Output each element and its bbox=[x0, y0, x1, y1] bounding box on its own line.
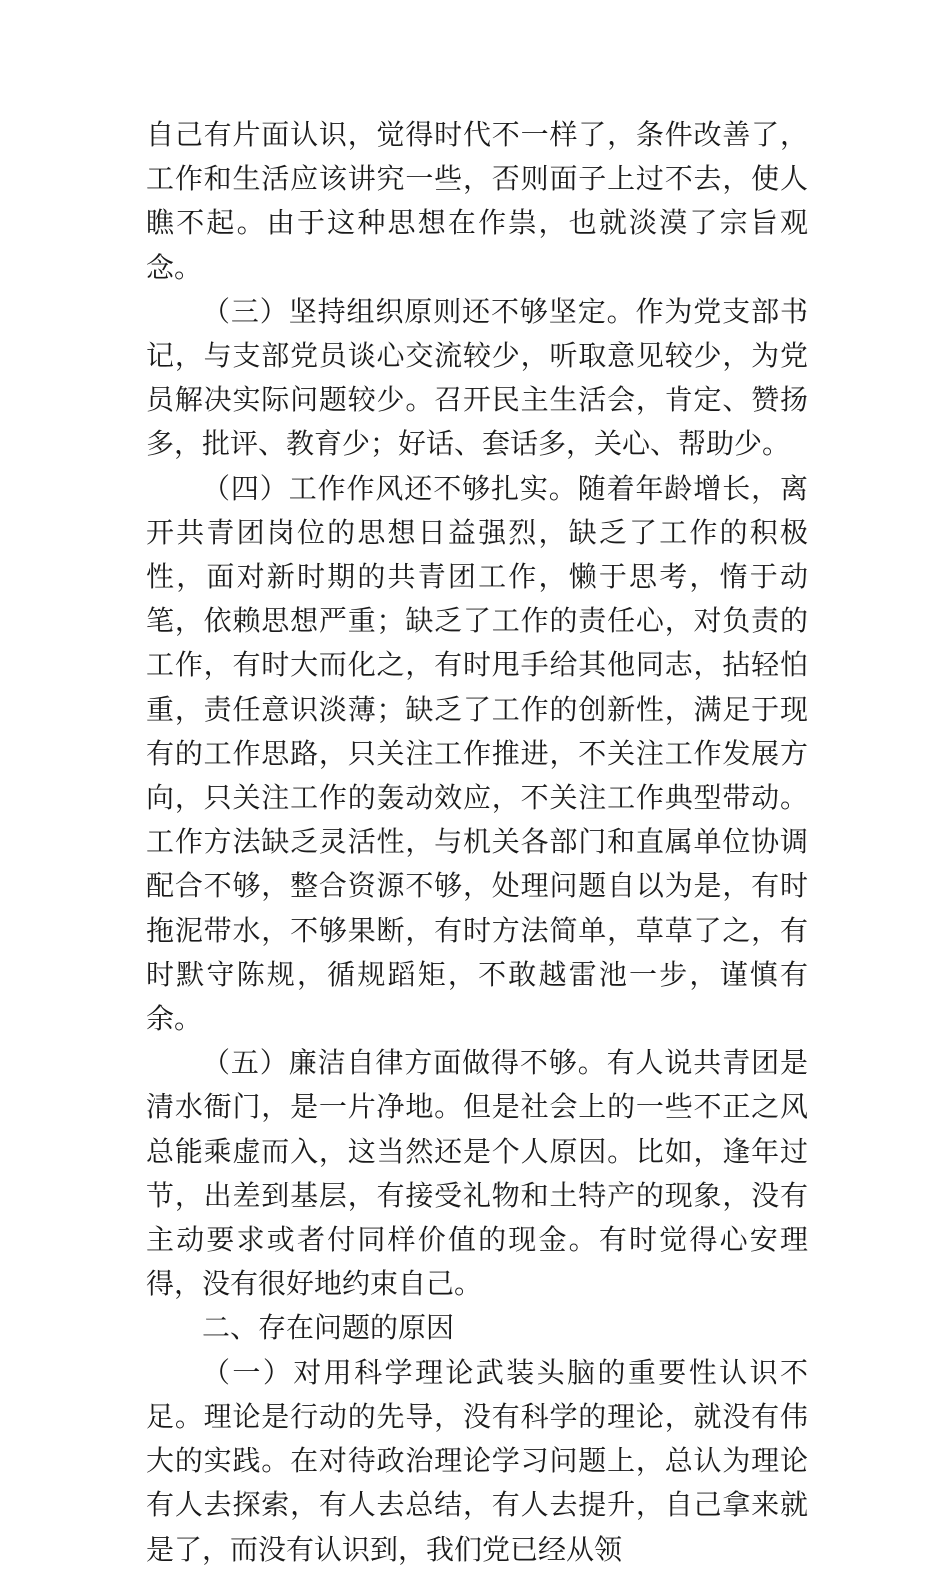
paragraph-work-style: （四）工作作风还不够扎实。随着年龄增长，离开共青团岗位的思想日益强烈，缺乏了工作的积极性，面对新时期的共青团工作，懒于思考，惰于动笔，依赖思想严重；缺乏了工作的责任心，对负责的工作，有时大而化之，有时甩手给其他同志，拈轻怕重，责任意识淡薄；缺乏了工作的创新性，满足于现有的工作思路，只关注工作推进，不关注工作发展方向，只关注工作的轰动效应，不关注工作典型带动。工作方法缺乏灵活性，与机关各部门和直属单位协调配合不够，整合资源不够，处理问题自以为是，有时拖泥带水，不够果断，有时方法简单，草草了之，有时默守陈规，循规蹈矩，不敢越雷池一步，谨慎有余。 bbox=[146, 471, 808, 1036]
paragraph-continuation: 自己有片面认识，觉得时代不一样了，条件改善了，工作和生活应该讲究一些，否则面子上过不去，使人瞧不起。由于这种思想在作祟，也就淡漠了宗旨观念。 bbox=[146, 118, 808, 284]
paragraph-theory-study: （一）对用科学理论武装头脑的重要性认识不足。理论是行动的先导，没有科学的理论，就没有伟大的实践。在对待政治理论学习问题上，总认为理论有人去探索，有人去总结，有人去提升，自己拿来就是了，而没有认识到，我们党已经从领 bbox=[146, 1355, 808, 1566]
section-heading-causes: 二、存在问题的原因 bbox=[202, 1311, 455, 1345]
paragraph-integrity: （五）廉洁自律方面做得不够。有人说共青团是清水衙门，是一片净地。但是社会上的一些不正之风总能乘虚而入，这当然还是个人原因。比如，逢年过节，出差到基层，有接受礼物和土特产的现象，没有主动要求或者付同样价值的现金。有时觉得心安理得，没有很好地约束自己。 bbox=[146, 1046, 808, 1301]
document-body bbox=[146, 113, 808, 1572]
paragraph-organization-principle: （三）坚持组织原则还不够坚定。作为党支部书记，与支部党员谈心交流较少，听取意见较少，为党员解决实际问题较少。召开民主生活会，肯定、赞扬多，批评、教育少；好话、套话多，关心、帮助少。 bbox=[146, 294, 808, 461]
